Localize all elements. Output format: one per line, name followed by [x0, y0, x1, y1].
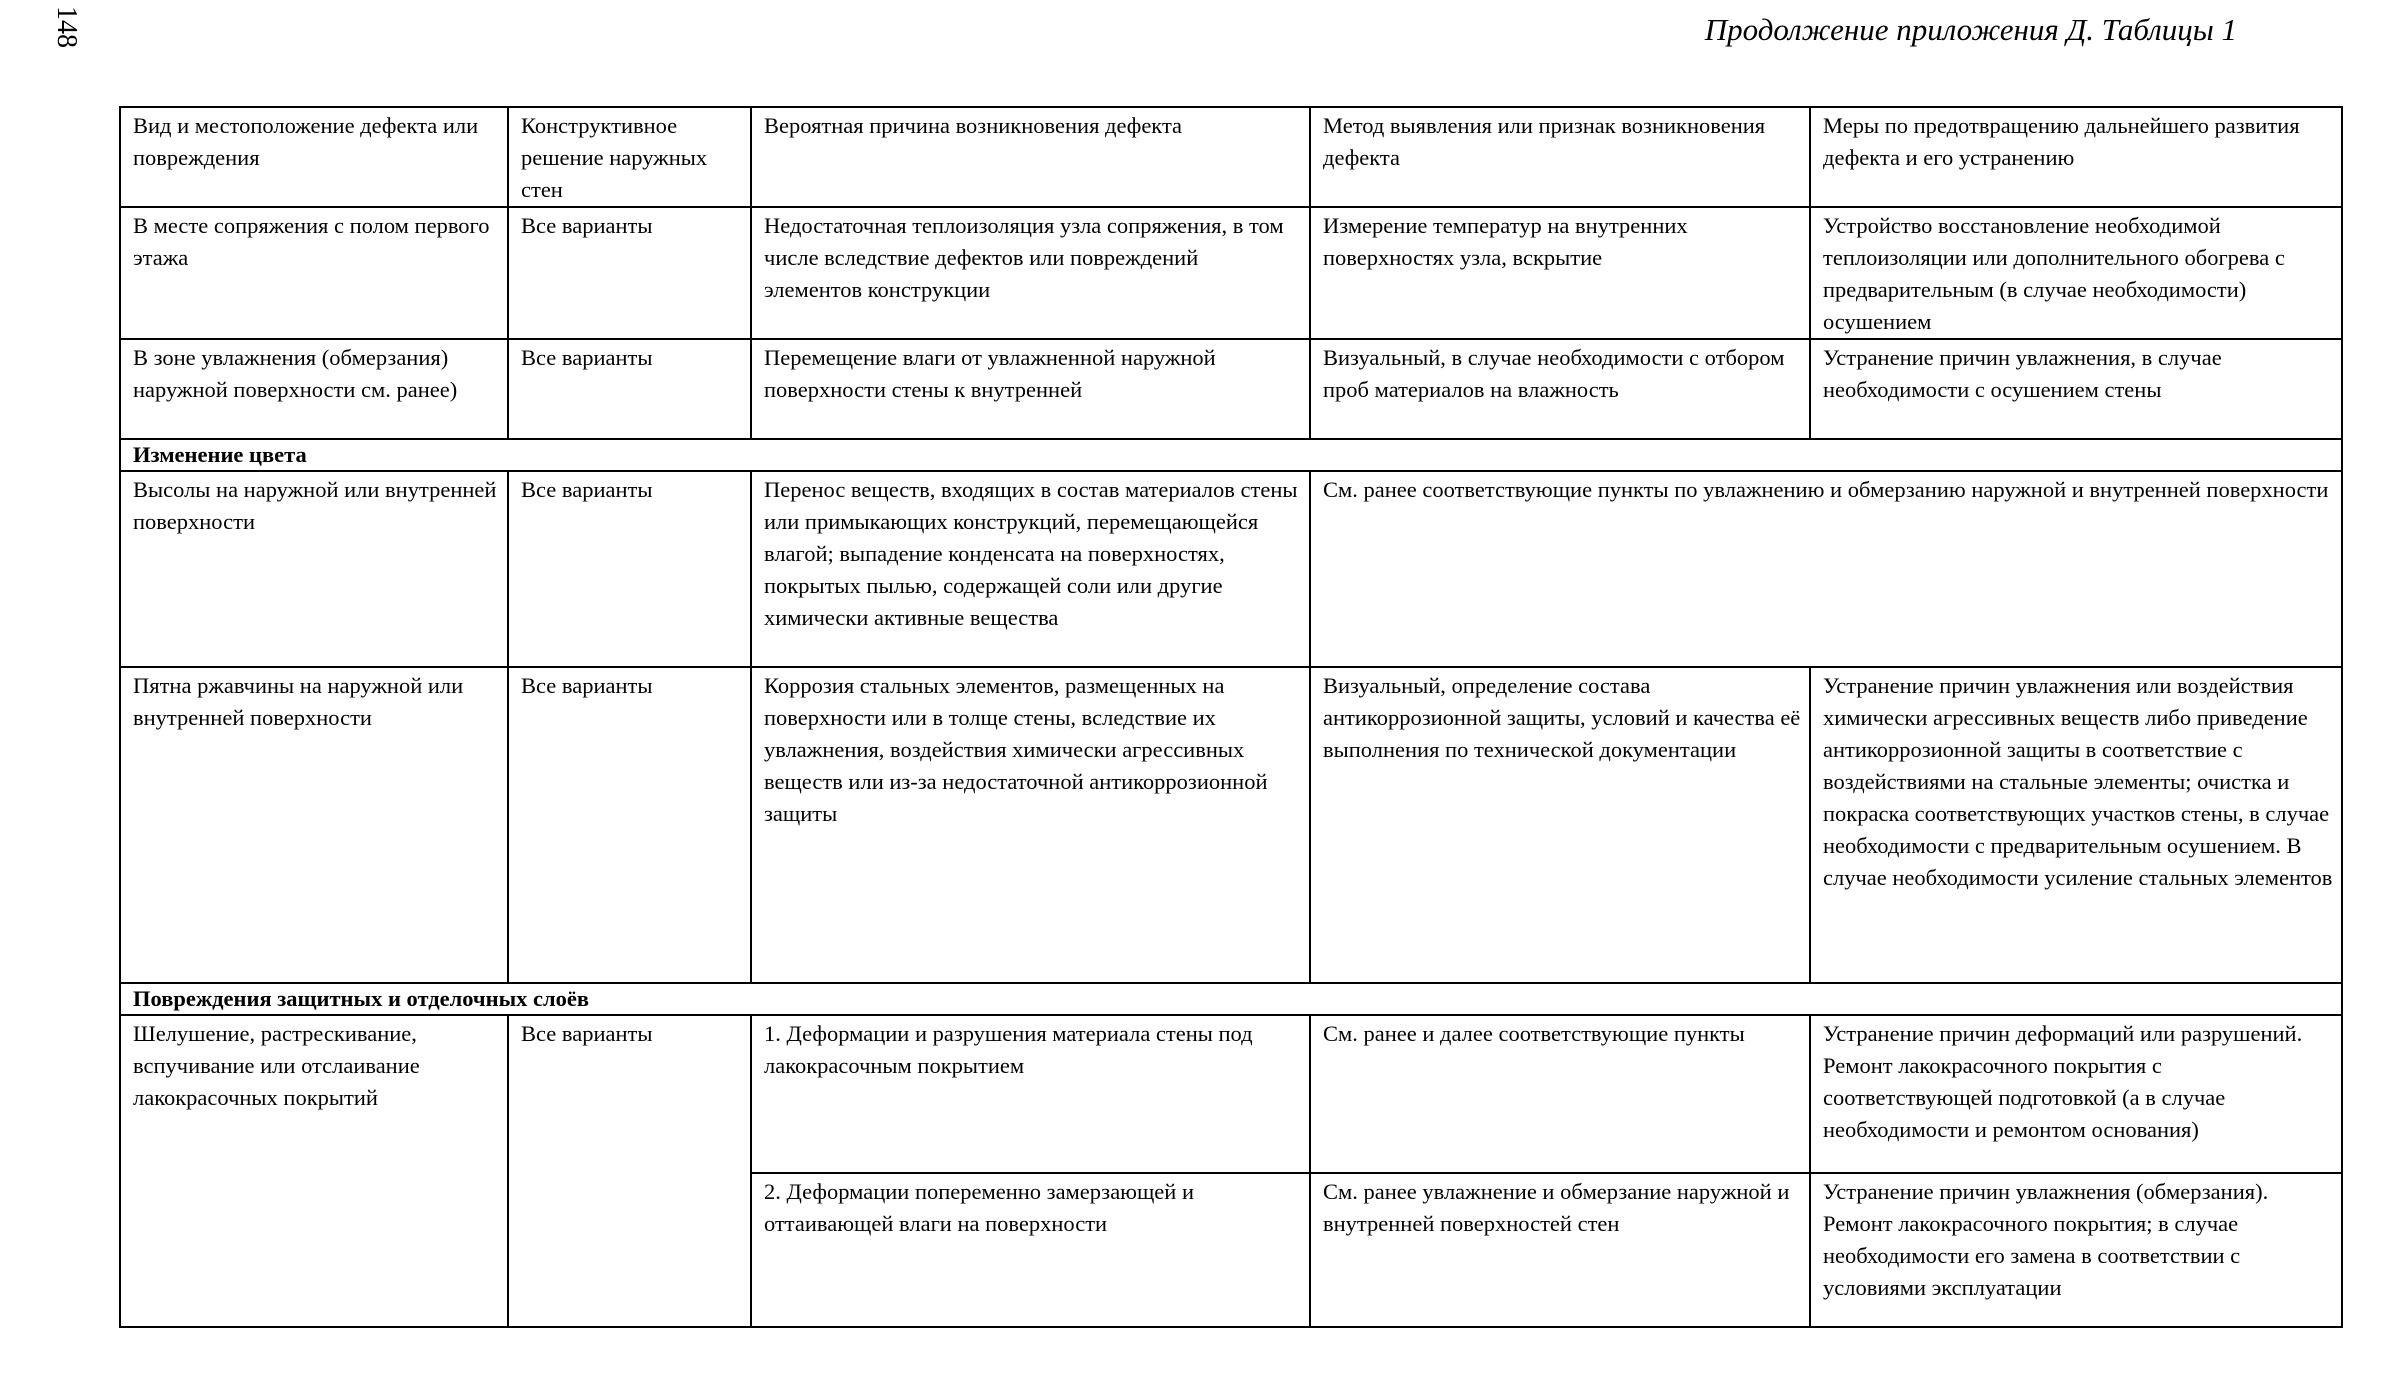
cell-remedy: Устранение причин деформаций или разрушений. Ремонт лакокрасочного покрытия с соответствующей подготовкой (а в случае необходимости и ремонтом основания): [1810, 1015, 2342, 1173]
cell-method-and-remedy: См. ранее соответствующие пункты по увлажнению и обмерзанию наружной и внутренней поверхности: [1310, 471, 2342, 667]
table-row: [120, 1015, 2342, 1173]
cell-probable-cause: Недостаточная теплоизоляция узла сопряжения, в том числе вследствие дефектов или повреждений элементов конструкции: [751, 207, 1310, 339]
section-row-protective-layers: [120, 983, 2342, 1015]
cell-wall-design: Все варианты: [508, 471, 751, 667]
page-number: 148: [51, 6, 82, 48]
header-defect-type: Вид и местоположение дефекта или повреждения: [120, 107, 508, 207]
cell-wall-design: Все варианты: [508, 339, 751, 439]
cell-probable-cause: Перенос веществ, входящих в состав материалов стены или примыкающих конструкций, перемещающейся влагой; выпадение конденсата на поверхностях, покрытых пылью, содержащей соли или другие химически активные вещества: [751, 471, 1310, 667]
cell-wall-design: Все варианты: [508, 667, 751, 983]
section-row-color-change: [120, 439, 2342, 471]
defects-table: [119, 106, 2343, 1328]
cell-defect-type: Шелушение, растрескивание, вспучивание или отслаивание лакокрасочных покрытий: [120, 1015, 508, 1327]
cell-probable-cause: Перемещение влаги от увлажненной наружной поверхности стены к внутренней: [751, 339, 1310, 439]
header-probable-cause: Вероятная причина возникновения дефекта: [751, 107, 1310, 207]
cell-wall-design: Все варианты: [508, 207, 751, 339]
cell-defect-type: Высолы на наружной или внутренней поверхности: [120, 471, 508, 667]
section-title: Изменение цвета: [120, 439, 2342, 471]
section-title: Повреждения защитных и отделочных слоёв: [120, 983, 2342, 1015]
header-wall-design: Конструктивное решение наружных стен: [508, 107, 751, 207]
cell-detection-method: См. ранее увлажнение и обмерзание наружной и внутренней поверхностей стен: [1310, 1173, 1810, 1327]
cell-defect-type: В зоне увлажнения (обмерзания) наружной поверхности см. ранее): [120, 339, 508, 439]
running-header: Продолжение приложения Д. Таблицы 1: [1704, 12, 2237, 47]
table-header-row: [120, 107, 2342, 207]
cell-detection-method: Визуальный, определение состава антикоррозионной защиты, условий и качества её выполнения по технической документации: [1310, 667, 1810, 983]
cell-remedy: Устранение причин увлажнения (обмерзания). Ремонт лакокрасочного покрытия; в случае необходимости его замена в соответствии с условиями эксплуатации: [1810, 1173, 2342, 1327]
table-row: [120, 667, 2342, 983]
cell-probable-cause: 2. Деформации попеременно замерзающей и оттаивающей влаги на поверхности: [751, 1173, 1310, 1327]
cell-defect-type: В месте сопряжения с полом первого этажа: [120, 207, 508, 339]
cell-detection-method: Визуальный, в случае необходимости с отбором проб материалов на влажность: [1310, 339, 1810, 439]
cell-remedy: Устройство восстановление необходимой теплоизоляции или дополнительного обогрева с предварительным (в случае необходимости) осушением: [1810, 207, 2342, 339]
table-row: [120, 339, 2342, 439]
cell-probable-cause: Коррозия стальных элементов, размещенных на поверхности или в толще стены, вследствие их увлажнения, воздействия химически агрессивных веществ или из-за недостаточной антикоррозионной защиты: [751, 667, 1310, 983]
cell-detection-method: См. ранее и далее соответствующие пункты: [1310, 1015, 1810, 1173]
cell-remedy: Устранение причин увлажнения или воздействия химически агрессивных веществ либо приведение антикоррозионной защиты в соответствие с воздействиями на стальные элементы; очистка и покраска соответствующих участков стены, в случае необходимости с предварительным осушением. В случае необходимости усиление стальных элементов: [1810, 667, 2342, 983]
cell-wall-design: Все варианты: [508, 1015, 751, 1327]
header-remedy: Меры по предотвращению дальнейшего развития дефекта и его устранению: [1810, 107, 2342, 207]
cell-probable-cause: 1. Деформации и разрушения материала стены под лакокрасочным покрытием: [751, 1015, 1310, 1173]
table-row: [120, 207, 2342, 339]
header-detection-method: Метод выявления или признак возникновения дефекта: [1310, 107, 1810, 207]
cell-detection-method: Измерение температур на внутренних поверхностях узла, вскрытие: [1310, 207, 1810, 339]
cell-remedy: Устранение причин увлажнения, в случае необходимости с осушением стены: [1810, 339, 2342, 439]
table-row: [120, 471, 2342, 667]
cell-defect-type: Пятна ржавчины на наружной или внутренней поверхности: [120, 667, 508, 983]
